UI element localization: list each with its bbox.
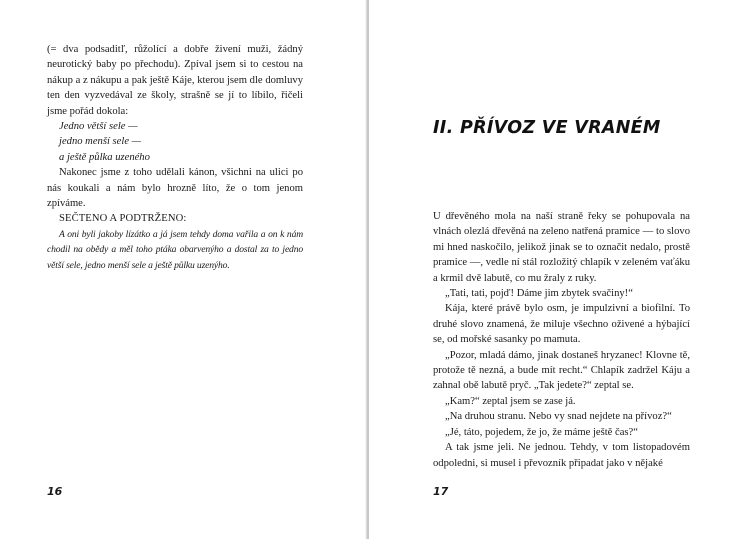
paragraph: „Kam?“ zeptal jsem se zase já. [445, 395, 576, 407]
paragraph: „Tati, tati, pojď! Dáme jim zbytek svačiny!“ [445, 288, 633, 300]
paragraph: A tak jsme jeli. Ne jednou. Tehdy, v tom listopadovém odpoledni, si musel i převozník připadat jako v nějaké [433, 442, 690, 469]
chapter-title: II. PŘÍVOZ VE VRANÉM [433, 118, 661, 138]
left-body-text [47, 42, 303, 273]
paragraph: „Na druhou stranu. Nebo vy snad nejdete na přívoz?“ [445, 411, 672, 423]
right-page [369, 0, 737, 539]
verse-line: jedno menší sele — [59, 136, 142, 148]
summary-text: A oni byli jakoby lízátko a já jsem tehdy doma vařila a on k nám chodil na obědy a měl toho ptáka obarvenýho a dostal za to jedno větší sele, jedno menší sele a ještě půlku uzenýho. [47, 228, 303, 271]
paragraph: U dřevěného mola na naší straně řeky se pohupovala na vlnách olezlá dřevěná na zeleno natřená pramice — to slovo mi hned naskočilo, jelikož jinak se to označit nedalo, prostě pramice —, vedle ní stál rozložitý chlapík v zeleném vaťáku a krmil dvě labutě, co mu žraly z ruky. [433, 211, 690, 284]
paragraph: (= dva podsaditľ, růžolící a dobře živení muži, žádný neurotický baby po přechodu). Zpíval jsem si to cestou na nákup a z nákupu a pak ještě Káje, kterou jsem dle domluvy ten den vyzvedával ze školy, strašně se jí to líbilo, řičeli jsme pořád dokola: [47, 44, 303, 117]
paragraph: „Jé, táto, pojedem, že jo, že máme ještě čas?“ [445, 426, 638, 438]
paragraph: Kája, které právě bylo osm, je impulzivní a biofilní. To druhé slovo znamená, že miluje všechno oživené a hýbající se, od mořské sasanky po mamuta. [433, 303, 690, 346]
page-number: 17 [433, 485, 449, 498]
page-number: 16 [47, 485, 63, 498]
right-body-text [433, 209, 690, 471]
verse-line: a ještě půlka uzeného [59, 151, 150, 163]
paragraph: „Pozor, mladá dámo, jinak dostaneš hryzanec! Klovne tě, protože tě nezná, a bude mít recht.“ Chlapík zadržel Káju a zahnal obě labutě pryč. „Tak jedete?“ zeptal se. [433, 349, 690, 392]
left-page [0, 0, 367, 539]
summary-title: SEČTENO A PODTRŽENO: [59, 213, 187, 225]
paragraph: Nakonec jsme z toho udělali kánon, všichni na ulici po nás koukali a nám bylo hrozně líto, že o tom jenom zpíváme. [47, 167, 303, 210]
verse-line: Jedno větší sele — [59, 121, 138, 133]
